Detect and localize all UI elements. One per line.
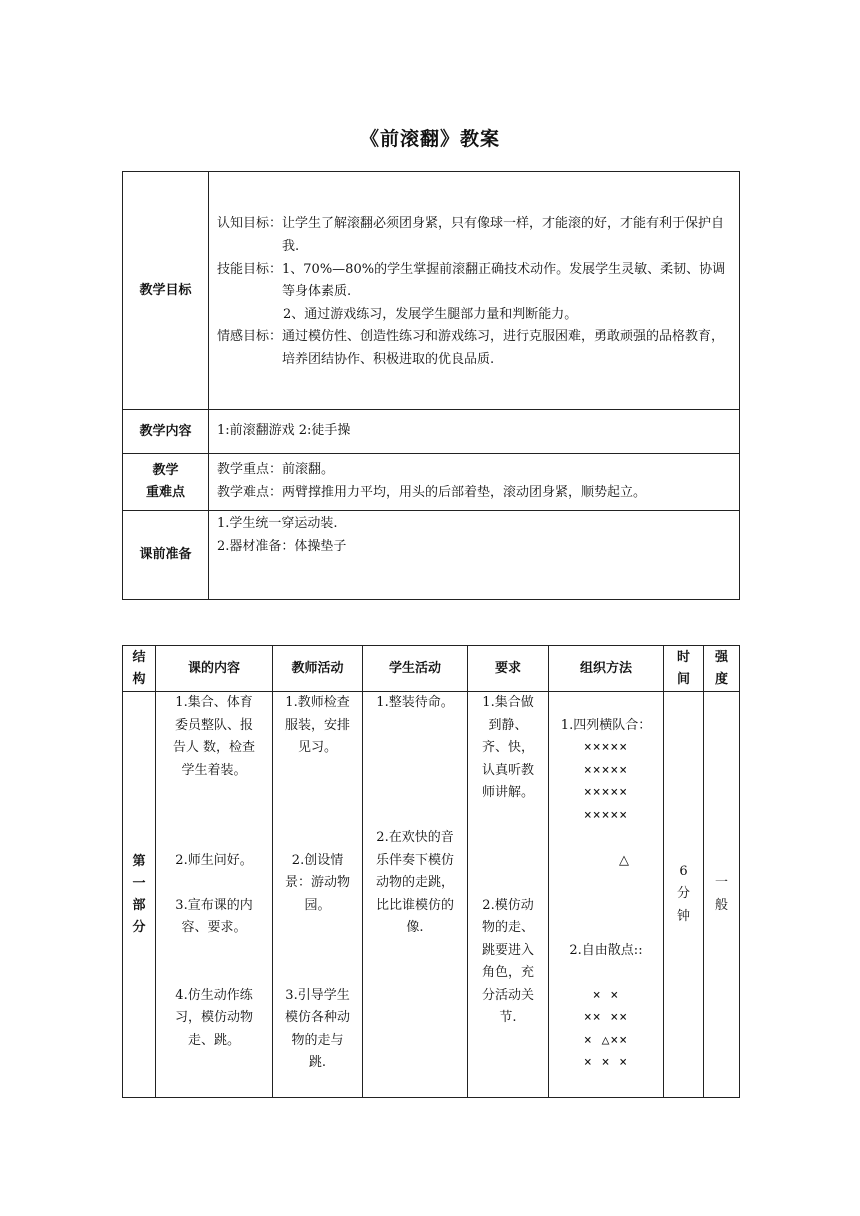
content-cell: [209, 410, 740, 454]
teacher-item-3: 3.引导学生模仿各种动物的走与跳.: [284, 987, 350, 1070]
content-item-4: 4.仿生动作练习，模仿动物走、跳。: [174, 987, 253, 1048]
scatter-row: × × ×: [583, 1055, 629, 1070]
student-column: [363, 692, 468, 1098]
header-organization: 组织方法: [549, 646, 664, 692]
formation-rows: [553, 737, 659, 827]
objectives-cell: [209, 172, 740, 410]
teacher-column: [273, 692, 363, 1098]
formation-row: ×××××: [583, 807, 629, 823]
objective-skill: 技能目标： 1、70%—80%的学生掌握前滚翻正确技术动作。发展学生灵敏、柔韧、协调等身体素质.: [217, 261, 726, 300]
header-student: 学生活动: [363, 646, 468, 692]
section-label: 第 一 部 分: [123, 692, 156, 1098]
content-item-3: 3.宣布课的内容、要求。: [175, 897, 253, 935]
intensity-cell: 一 般: [704, 692, 740, 1098]
preparation-cell: [209, 511, 740, 600]
student-item-1: 1.整装待命。: [376, 695, 454, 710]
keypoints-cell: [209, 454, 740, 511]
objectives-label: 教学目标: [123, 172, 209, 410]
keypoints-label: 教学 重难点: [123, 454, 209, 511]
keypoint-focus: 教学重点：前滚翻。: [217, 462, 335, 478]
time-cell: 6 分 钟: [664, 692, 704, 1098]
preparation-label: 课前准备: [123, 511, 209, 600]
scatter-formation: [553, 985, 659, 1075]
header-teacher: 教师活动: [273, 646, 363, 692]
scatter-row: × △××: [583, 1032, 629, 1048]
header-requirement: 要求: [468, 646, 549, 692]
preparation-item-1: 1.学生统一穿运动装.: [217, 516, 338, 531]
requirement-column: [468, 692, 549, 1098]
objective-cognitive: 认知目标： 让学生了解滚翻必须团身紧，只有像球一样，才能滚的好，才能有利于保护自我.: [217, 216, 725, 255]
header-intensity: 强 度: [704, 646, 740, 692]
header-structure: 结 构: [123, 646, 156, 692]
lesson-info-table: [122, 171, 740, 600]
teacher-item-1: 1.教师检查服装，安排见习。: [284, 695, 350, 755]
teacher-position-icon: △: [619, 852, 629, 868]
content-column: [156, 692, 273, 1098]
content-label: 教学内容: [123, 410, 209, 454]
lesson-plan-table: [122, 645, 740, 1098]
organization-column: [549, 692, 664, 1098]
header-time: 时 间: [664, 646, 704, 692]
objective-affective: 情感目标： 通过模仿性、创造性练习和游戏练习，进行克服困难，勇敢顽强的品格教育，培养团结协作、积极进取的优良品质.: [217, 329, 725, 367]
keypoint-difficulty: 教学难点：两臂撑推用力平均，用头的后部着垫，滚动团身紧，顺势起立。: [217, 485, 647, 500]
requirement-item-1: 1.集合做到静、齐、快，认真听教师讲解。: [481, 695, 534, 800]
content-item-2: 2.师生问好。: [175, 852, 253, 868]
scatter-row: × ×: [592, 987, 620, 1003]
objective-skill-2: 2、通过游戏练习，发展学生腿部力量和判断能力。: [283, 306, 578, 322]
formation-row: ×××××: [583, 785, 629, 800]
document-title: 《前滚翻》教案: [359, 128, 500, 150]
scatter-row: ×× ××: [583, 1010, 629, 1025]
preparation-item-2: 2.器材准备：体操垫子: [217, 538, 347, 554]
teacher-item-2: 2.创设情景：游动物园。: [284, 852, 350, 913]
organization-item-2: 2.自由散点::: [569, 942, 643, 958]
header-content: 课的内容: [156, 646, 273, 692]
formation-row: ×××××: [583, 762, 629, 778]
requirement-item-2: 2.模仿动物的走、跳要进入角色，充分活动关节.: [481, 897, 534, 1025]
organization-item-1: 1.四列横队合：: [560, 717, 652, 733]
formation-row: ×××××: [583, 740, 629, 755]
content-text: 1:前滚翻游戏 2:徒手操: [217, 423, 351, 439]
student-item-2: 2.在欢快的音乐伴奏下模仿动物的走跳，比比谁模仿的像.: [375, 830, 454, 935]
content-item-1: 1.集合、体育委员整队、报告人 数，检查学生着装。: [172, 695, 256, 778]
